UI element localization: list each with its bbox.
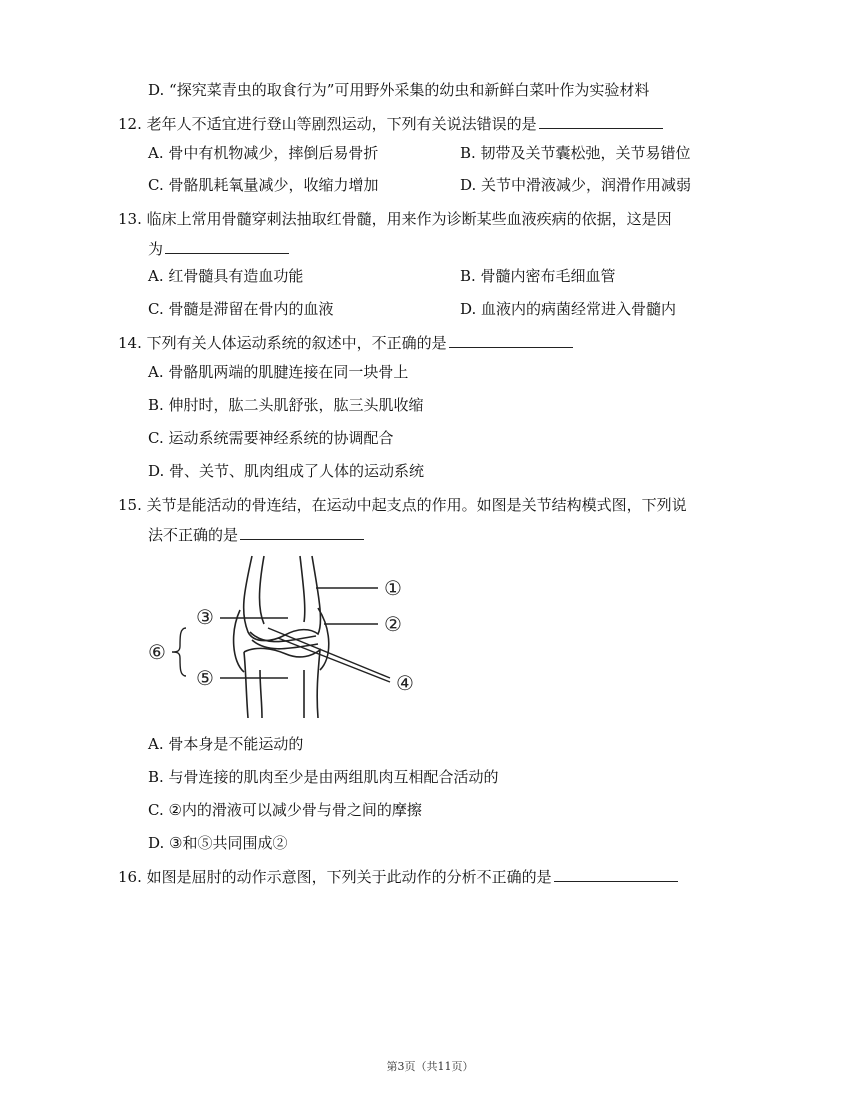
q15-option-b: B. 与骨连接的肌肉至少是由两组肌肉互相配合活动的 <box>148 768 499 786</box>
q14-stem-text: 14. 下列有关人体运动系统的叙述中，不正确的是 <box>118 334 447 352</box>
q14-answer-blank[interactable] <box>449 333 573 348</box>
label-4: ④ <box>396 671 414 695</box>
q14-stem <box>118 333 573 353</box>
q14-option-c: C. 运动系统需要神经系统的协调配合 <box>148 429 394 447</box>
q12-option-b: B. 韧带及关节囊松弛，关节易错位 <box>460 144 691 162</box>
q13-option-c: C. 骨髓是滞留在骨内的血液 <box>148 300 334 318</box>
page-footer: 第3页（共11页） <box>386 1060 474 1073</box>
q15-option-d: D. ③和⑤共同围成② <box>148 834 288 852</box>
q11-option-d: D. “探究菜青虫的取食行为”可用野外采集的幼虫和新鲜白菜叶作为实验材料 <box>148 81 650 99</box>
q16-stem <box>118 867 678 887</box>
q12-option-c: C. 骨骼肌耗氧量减少，收缩力增加 <box>148 176 379 194</box>
label-5: ⑤ <box>196 666 214 690</box>
q12-option-a: A. 骨中有机物减少，摔倒后易骨折 <box>148 144 379 162</box>
q13-option-b: B. 骨髓内密布毛细血管 <box>460 267 616 285</box>
q16-stem-text: 16. 如图是屈肘的动作示意图，下列关于此动作的分析不正确的是 <box>118 868 552 886</box>
q12-stem <box>118 114 663 134</box>
q14-option-b: B. 伸肘时，肱二头肌舒张，肱三头肌收缩 <box>148 396 424 414</box>
q15-stem-line2 <box>148 525 364 545</box>
q13-stem-line1: 13. 临床上常用骨髓穿刺法抽取红骨髓，用来作为诊断某些血液疾病的依据，这是因 <box>118 210 672 228</box>
q12-answer-blank[interactable] <box>539 114 663 129</box>
q13-option-d: D. 血液内的病菌经常进入骨髓内 <box>460 300 677 318</box>
figure-labels <box>148 576 414 695</box>
q13-stem-line2 <box>148 239 289 259</box>
joint-outline <box>234 556 329 718</box>
label-2: ② <box>384 612 402 636</box>
q13-stem-line2-text: 为 <box>148 240 164 258</box>
q12-stem-text: 12. 老年人不适宜进行登山等剧烈运动，下列有关说法错误的是 <box>118 115 537 133</box>
q13-option-a: A. 红骨髓具有造血功能 <box>148 267 304 285</box>
q14-option-d: D. 骨、关节、肌肉组成了人体的运动系统 <box>148 462 425 480</box>
q13-answer-blank[interactable] <box>165 239 289 254</box>
label-3: ③ <box>196 605 214 629</box>
q15-stem-line2-text: 法不正确的是 <box>148 526 239 544</box>
q14-option-a: A. 骨骼肌两端的肌腱连接在同一块骨上 <box>148 363 409 381</box>
q12-option-d: D. 关节中滑液减少，润滑作用减弱 <box>460 176 692 194</box>
q15-option-c: C. ②内的滑液可以减少骨与骨之间的摩擦 <box>148 801 422 819</box>
joint-structure-diagram <box>140 552 440 722</box>
label-1: ① <box>384 576 402 600</box>
q15-option-a: A. 骨本身是不能运动的 <box>148 735 304 753</box>
label-6: ⑥ <box>148 640 166 664</box>
q16-answer-blank[interactable] <box>554 867 678 882</box>
q15-answer-blank[interactable] <box>240 525 364 540</box>
q15-stem-line1: 15. 关节是能活动的骨连结，在运动中起支点的作用。如图是关节结构模式图，下列说 <box>118 496 687 514</box>
